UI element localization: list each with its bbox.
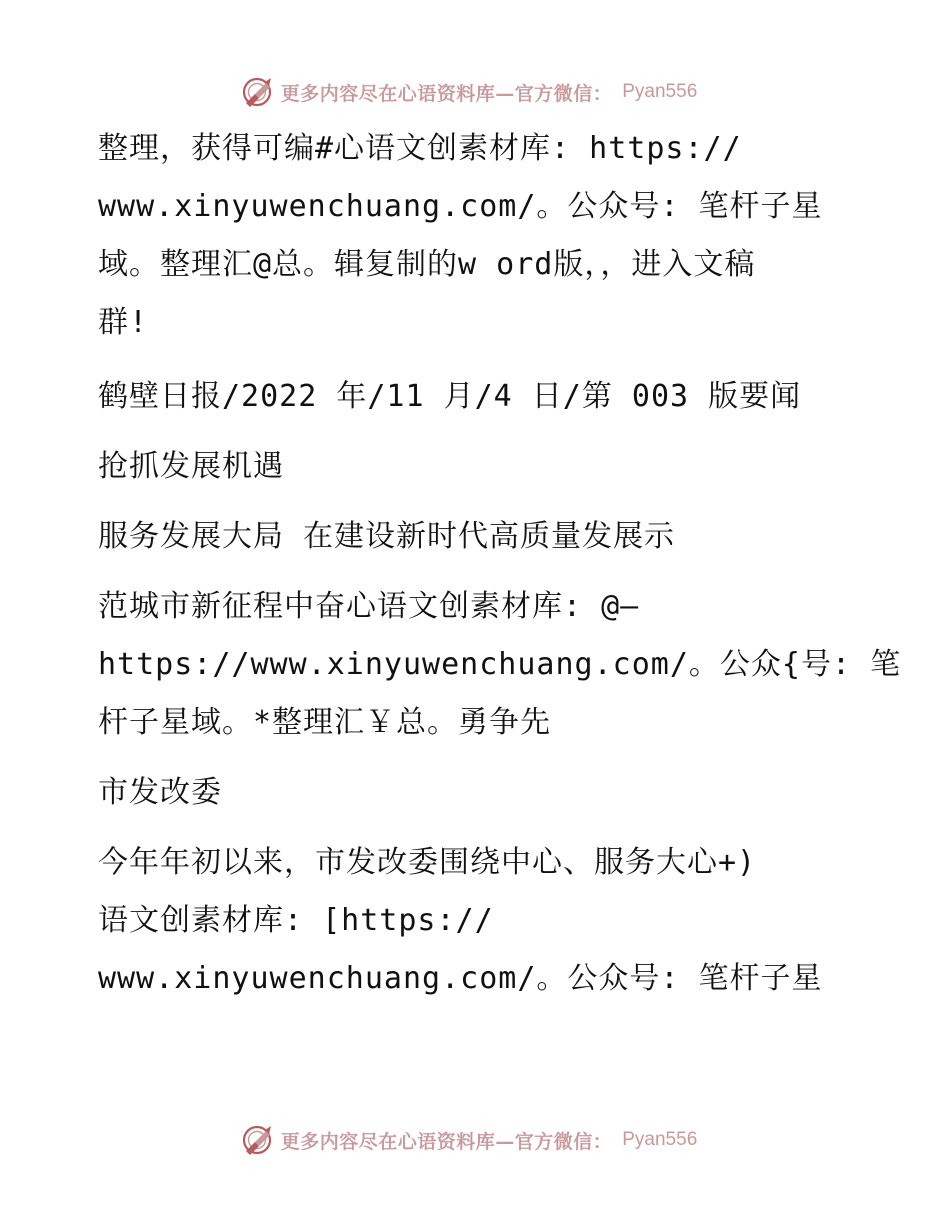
headline-line: 服务发展大局 在建设新时代高质量发展示 bbox=[98, 519, 676, 554]
footer-banner-wechat-id: Pyan556 bbox=[622, 1129, 698, 1150]
header-banner bbox=[0, 72, 950, 112]
document-body bbox=[98, 120, 902, 1008]
header-banner-inner bbox=[241, 76, 698, 108]
body-line: 群! bbox=[98, 305, 149, 340]
footer-banner-text: 更多内容尽在心语资料库—官方微信： bbox=[280, 1130, 613, 1153]
body-line: www.xinyuwenchuang.com/。公众号: 笔杆子星 bbox=[98, 961, 823, 996]
pen-logo-icon bbox=[241, 1124, 273, 1156]
footer-banner-inner bbox=[241, 1124, 698, 1156]
body-line: 语文创素材库: [https:// bbox=[98, 903, 494, 938]
body-line: 整理，获得可编#心语文创素材库: https:// bbox=[98, 131, 742, 166]
pen-logo-icon bbox=[241, 76, 273, 108]
dateline: 鹤壁日报/2022 年/11 月/4 日/第 003 版要闻 bbox=[98, 379, 802, 414]
headline-line: https://www.xinyuwenchuang.com/。公众{号: 笔 bbox=[98, 647, 902, 682]
header-banner-wechat-id: Pyan556 bbox=[622, 81, 698, 102]
footer-banner bbox=[0, 1120, 950, 1160]
headline-line: 抢抓发展机遇 bbox=[98, 449, 284, 484]
body-line: www.xinyuwenchuang.com/。公众号: 笔杆子星 bbox=[98, 189, 823, 224]
body-line: 今年年初以来，市发改委围绕中心、服务大心+) bbox=[98, 845, 757, 880]
header-banner-text: 更多内容尽在心语资料库—官方微信： bbox=[280, 82, 613, 105]
author-line: 市发改委 bbox=[98, 775, 222, 810]
headline-line: 杆子星域。*整理汇￥总。勇争先 bbox=[98, 705, 552, 740]
body-line: 域。整理汇@总。辑复制的w ord版，，进入文稿 bbox=[98, 247, 756, 282]
headline-line: 范城市新征程中奋心语文创素材库: @— bbox=[98, 589, 640, 624]
